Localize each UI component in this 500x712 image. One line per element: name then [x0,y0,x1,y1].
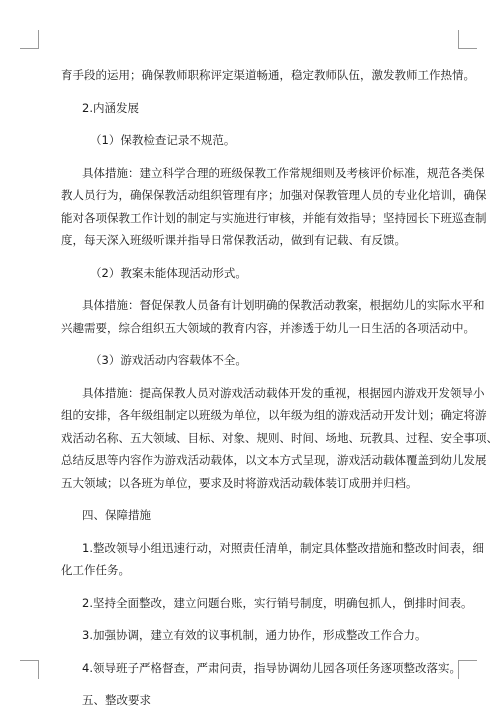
text-line: 具体措施：建立科学合理的班级保教工作常规细则及考核评价标准，规范各类保 [82,165,485,180]
crop-mark-top-right [458,30,477,49]
text-line: 能对各项保教工作计划的制定与实施进行审核，并能有效指导；坚持园长下班巡查制 [61,210,487,225]
section-heading-safeguards: 四、保障措施 [82,508,151,522]
document-page-body [61,64,498,712]
crop-mark-top-left [20,30,39,49]
section-heading-inner-development: 2.内涵发展 [82,100,139,115]
text-line: 度，每天深入班级听课并指导日常保教活动，做到有记载、有反馈。 [61,233,406,247]
text-line: 教人员行为，确保保教活动组织管理有序；加强对保教管理人员的专业化培训，确保 [61,188,487,202]
section-heading-requirements: 五、整改要求 [82,693,151,707]
text-line: 总结反思等内容作为游戏活动载体，以文本方式呈现，游戏活动载体覆盖到幼儿发展 [61,453,487,467]
subheading-lesson-plans: （2）教案未能体现活动形式。 [90,265,247,280]
text-line: 育手段的运用；确保教师职称评定渠道畅通，稳定教师队伍，激发教师工作热情。 [61,68,475,82]
text-line: 具体措施：督促保教人员备有计划明确的保教活动教案，根据幼儿的实际水平和 [82,298,485,312]
list-item-text: 3.加强协调，建立有效的议事机制，通力协作，形成整改工作合力。 [82,628,427,642]
list-item-text: 2.坚持全面整改，建立问题台账，实行销号制度，明确包抓人，倒排时间表。 [82,595,473,610]
text-line: 五大领域；以各班为单位，要求及时将游戏活动载体装订成册并归档。 [61,475,418,490]
crop-mark-bottom-left [20,660,39,679]
list-item-text: 化工作任务。 [61,563,130,577]
text-line: 戏活动名称、五大领域、目标、对象、规则、时间、场地、玩教具、过程、安全事项、 [61,430,498,445]
subheading-game-activities: （3）游戏活动内容载体不全。 [90,353,247,367]
list-item-text: 4.领导班子严格督查，严肃问责，指导协调幼儿园各项任务逐项整改落实。 [82,660,461,675]
text-line: 兴趣需要，综合组织五大领域的教育内容，并渗透于幼儿一日生活的各项活动中。 [61,320,475,335]
list-item-text: 1.整改领导小组迅速行动，对照责任清单，制定具体整改措施和整改时间表，细 [82,540,484,555]
subheading-inspection-records: （1）保教检查记录不规范。 [90,133,236,147]
text-line: 具体措施：提高保教人员对游戏活动载体开发的重视，根据园内游戏开发领导小 [82,385,485,400]
text-line: 组的安排，各年级组制定以班级为单位，以年级为组的游戏活动开发计划；确定将游 [61,408,487,422]
